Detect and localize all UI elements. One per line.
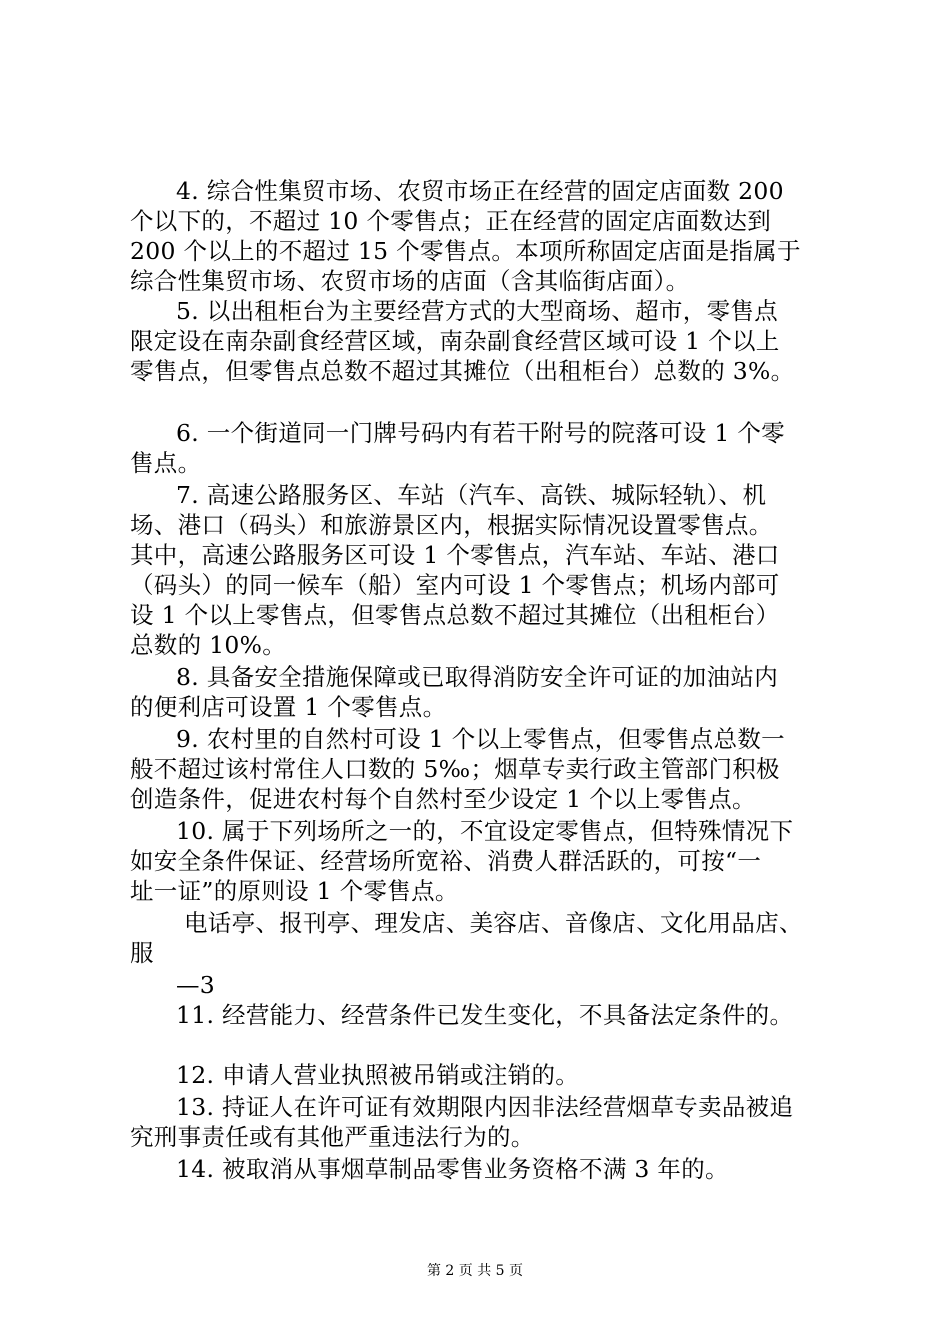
paragraph-line: 零售点，但零售点总数不超过其摊位（出租柜台）总数的 3%。 — [130, 357, 795, 385]
paragraph-line: 的便利店可设置 1 个零售点。 — [130, 693, 447, 721]
paragraph-line: 200 个以上的不超过 15 个零售点。本项所称固定店面是指属于 — [130, 237, 801, 265]
paragraph-line: 11. 经营能力、经营条件已发生变化，不具备法定条件的。 — [176, 1001, 794, 1029]
paragraph-line: （码头）的同一候车（船）室内可设 1 个零售点；机场内部可 — [130, 571, 780, 599]
paragraph-line: 创造条件，促进农村每个自然村至少设定 1 个以上零售点。 — [130, 785, 756, 813]
paragraph-line: 场、港口（码头）和旅游景区内，根据实际情况设置零售点。 — [130, 511, 773, 539]
paragraph-line: 总数的 10%。 — [130, 631, 287, 659]
paragraph-line: 其中，高速公路服务区可设 1 个零售点，汽车站、车站、港口 — [130, 541, 780, 569]
paragraph-line: 9. 农村里的自然村可设 1 个以上零售点，但零售点总数一 — [176, 725, 785, 753]
page-number-marker: —3 — [176, 971, 216, 999]
page-footer: 第 2 页 共 5 页 — [426, 1263, 524, 1279]
paragraph-line: 服 — [130, 939, 154, 967]
paragraph-line: 5. 以出租柜台为主要经营方式的大型商场、超市，零售点 — [176, 297, 778, 325]
paragraph-line: 综合性集贸市场、农贸市场的店面（含其临街店面）。 — [130, 267, 690, 295]
paragraph-line: 7. 高速公路服务区、车站（汽车、高铁、城际轻轨）、机 — [176, 481, 767, 509]
paragraph-line: 10. 属于下列场所之一的，不宜设定零售点，但特殊情况下 — [176, 817, 794, 845]
paragraph-line: 售点。 — [130, 449, 202, 477]
paragraph-line: 限定设在南杂副食经营区域，南杂副食经营区域可设 1 个以上 — [130, 327, 780, 355]
paragraph-line: 般不超过该村常住人口数的 5‰；烟草专卖行政主管部门积极 — [130, 755, 780, 783]
paragraph-line: 址一证”的原则设 1 个零售点。 — [130, 877, 459, 905]
paragraph-line: 8. 具备安全措施保障或已取得消防安全许可证的加油站内 — [176, 663, 778, 691]
paragraph-line: 6. 一个街道同一门牌号码内有若干附号的院落可设 1 个零 — [176, 419, 785, 447]
paragraph-line: 个以下的，不超过 10 个零售点；正在经营的固定店面数达到 — [130, 207, 772, 235]
paragraph-line: 如安全条件保证、经营场所宽裕、消费人群活跃的，可按“一 — [130, 847, 762, 875]
paragraph-line: 12. 申请人营业执照被吊销或注销的。 — [176, 1061, 580, 1089]
paragraph-line: 4. 综合性集贸市场、农贸市场正在经营的固定店面数 200 — [176, 177, 784, 205]
paragraph-line: 究刑事责任或有其他严重违法行为的。 — [130, 1123, 535, 1151]
paragraph-line: 电话亭、报刊亭、理发店、美容店、音像店、文化用品店、 — [184, 909, 803, 937]
paragraph-line: 设 1 个以上零售点，但零售点总数不超过其摊位（出租柜台） — [130, 601, 780, 629]
paragraph-line: 14. 被取消从事烟草制品零售业务资格不满 3 年的。 — [176, 1155, 729, 1183]
paragraph-line: 13. 持证人在许可证有效期限内因非法经营烟草专卖品被追 — [176, 1093, 794, 1121]
